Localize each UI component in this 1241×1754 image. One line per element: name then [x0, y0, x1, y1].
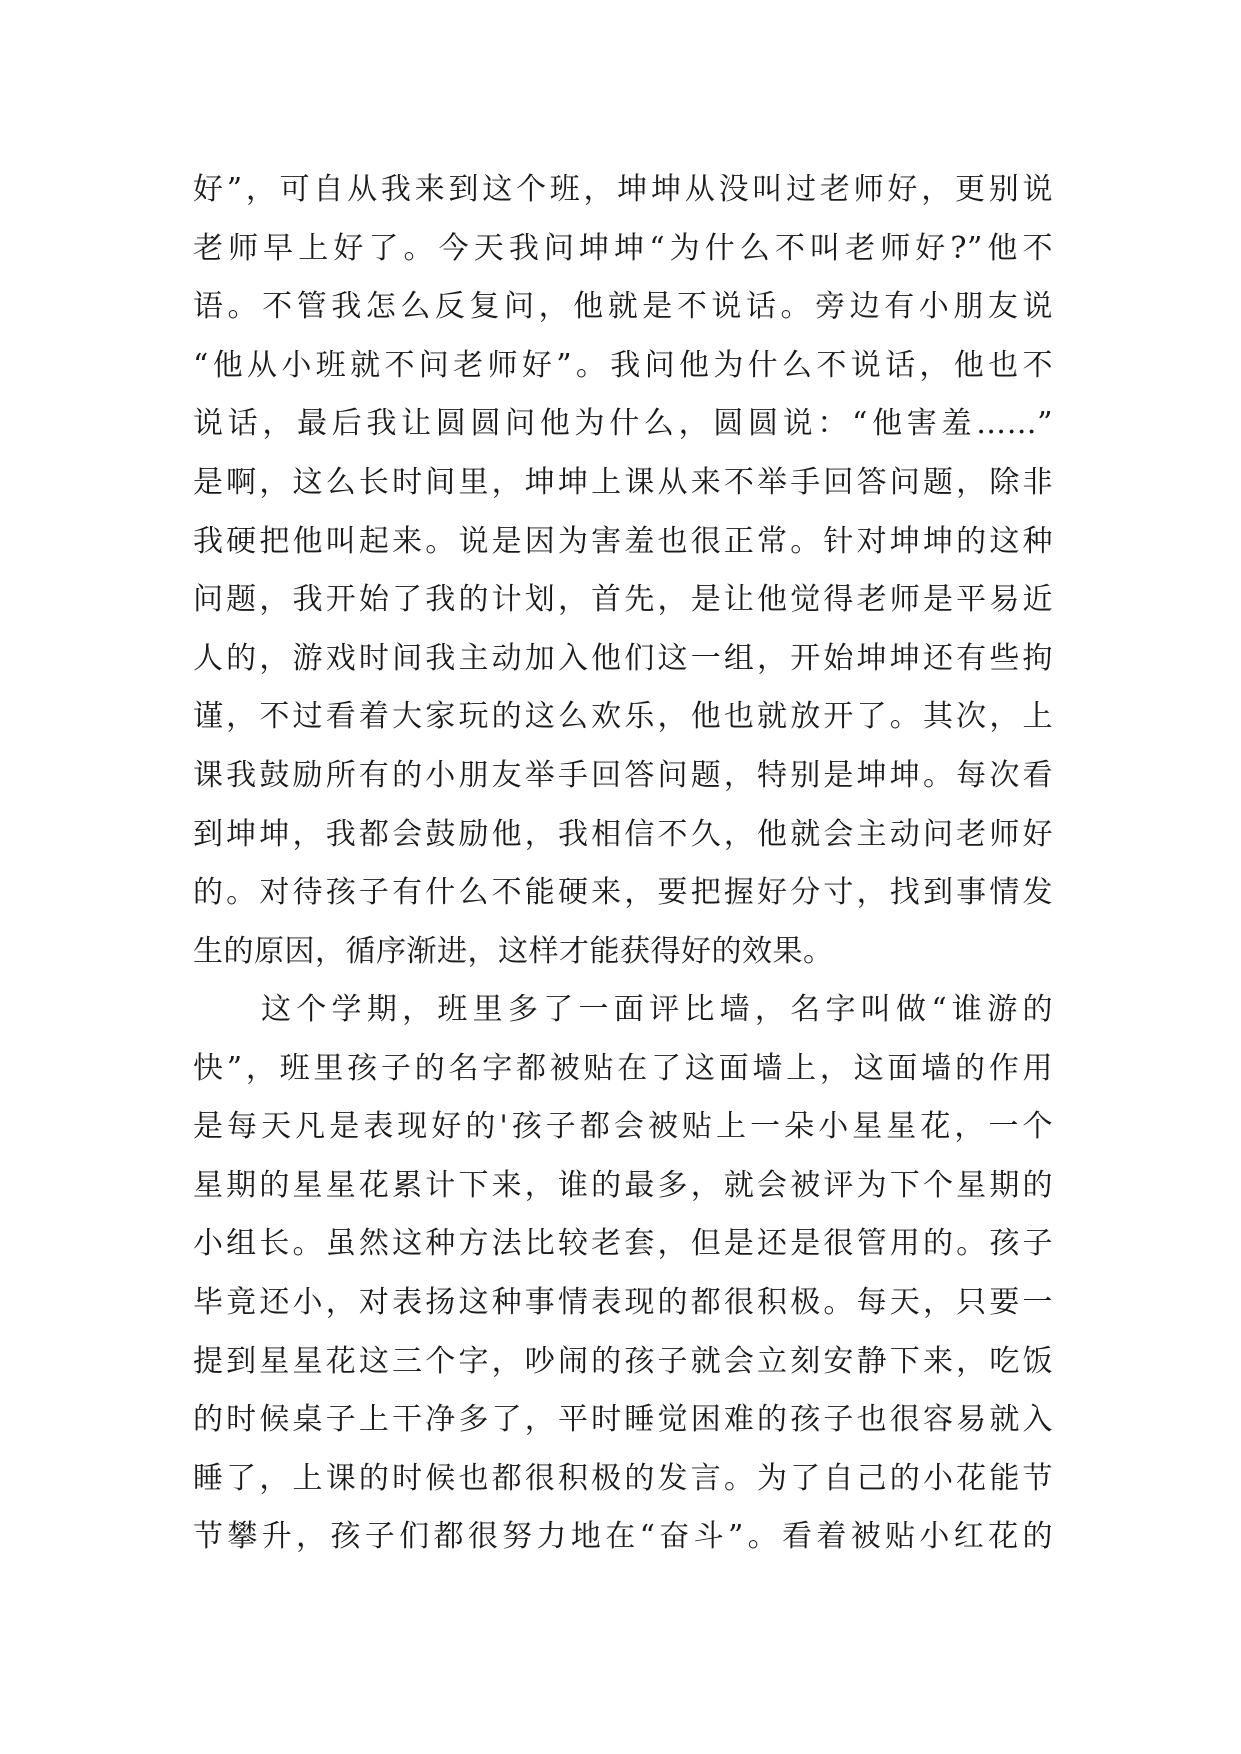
- text-line: 老师早上好了。今天我问坤坤“为什么不叫老师好?”他不: [193, 230, 1053, 266]
- text-line: 提到星星花这三个字，吵闹的孩子就会立刻安静下来，吃饭: [193, 1343, 1053, 1379]
- text-line: 睡了，上课的时候也都很积极的发言。为了自己的小花能节: [193, 1460, 1053, 1496]
- text-line: 语。不管我怎么反复问，他就是不说话。旁边有小朋友说: [193, 289, 1053, 325]
- text-line: 这个学期，班里多了一面评比墙，名字叫做“谁游的: [261, 992, 1053, 1027]
- text-line: 的时候桌子上干净多了，平时睡觉困难的孩子也很容易就入: [193, 1402, 1053, 1438]
- text-line: 说话，最后我让圆圆问他为什么，圆圆说：“他害羞……”: [193, 406, 1053, 442]
- text-line: 毕竟还小，对表扬这种事情表现的都很积极。每天，只要一: [193, 1284, 1053, 1320]
- paragraph-2: [193, 981, 1053, 1567]
- text-line: 问题，我开始了我的计划，首先，是让他觉得老师是平易近: [193, 582, 1053, 618]
- text-line: 到坤坤，我都会鼓励他，我相信不久，他就会主动问老师好: [193, 816, 1053, 852]
- text-line: 小组长。虽然这种方法比较老套，但是还是很管用的。孩子: [193, 1226, 1053, 1262]
- text-line: 我硬把他叫起来。说是因为害羞也很正常。针对坤坤的这种: [193, 523, 1053, 559]
- text-line: 的。对待孩子有什么不能硬来，要把握好分寸，找到事情发: [193, 875, 1053, 911]
- text-line: 是每天凡是表现好的'孩子都会被贴上一朵小星星花，一个: [193, 1109, 1053, 1145]
- paragraph-1: [193, 161, 1053, 981]
- text-line: 好”，可自从我来到这个班，坤坤从没叫过老师好，更别说: [193, 172, 1053, 207]
- text-line: 是啊，这么长时间里，坤坤上课从来不举手回答问题，除非: [193, 464, 1053, 500]
- text-line: 课我鼓励所有的小朋友举手回答问题，特别是坤坤。每次看: [193, 757, 1053, 793]
- text-line: 谨，不过看着大家玩的这么欢乐，他也就放开了。其次，上: [193, 699, 1053, 735]
- text-line: “他从小班就不问老师好”。我问他为什么不说话，他也不: [193, 347, 1053, 383]
- text-line: 节攀升，孩子们都很努力地在“奋斗”。看着被贴小红花的: [193, 1519, 1053, 1555]
- text-line: 人的，游戏时间我主动加入他们这一组，开始坤坤还有些拘: [193, 640, 1053, 676]
- text-line: 快”，班里孩子的名字都被贴在了这面墙上，这面墙的作用: [193, 1050, 1053, 1086]
- text-line: 生的原因，循序渐进，这样才能获得好的效果。: [193, 933, 834, 969]
- text-line: 星期的星星花累计下来，谁的最多，就会被评为下个星期的: [193, 1167, 1053, 1203]
